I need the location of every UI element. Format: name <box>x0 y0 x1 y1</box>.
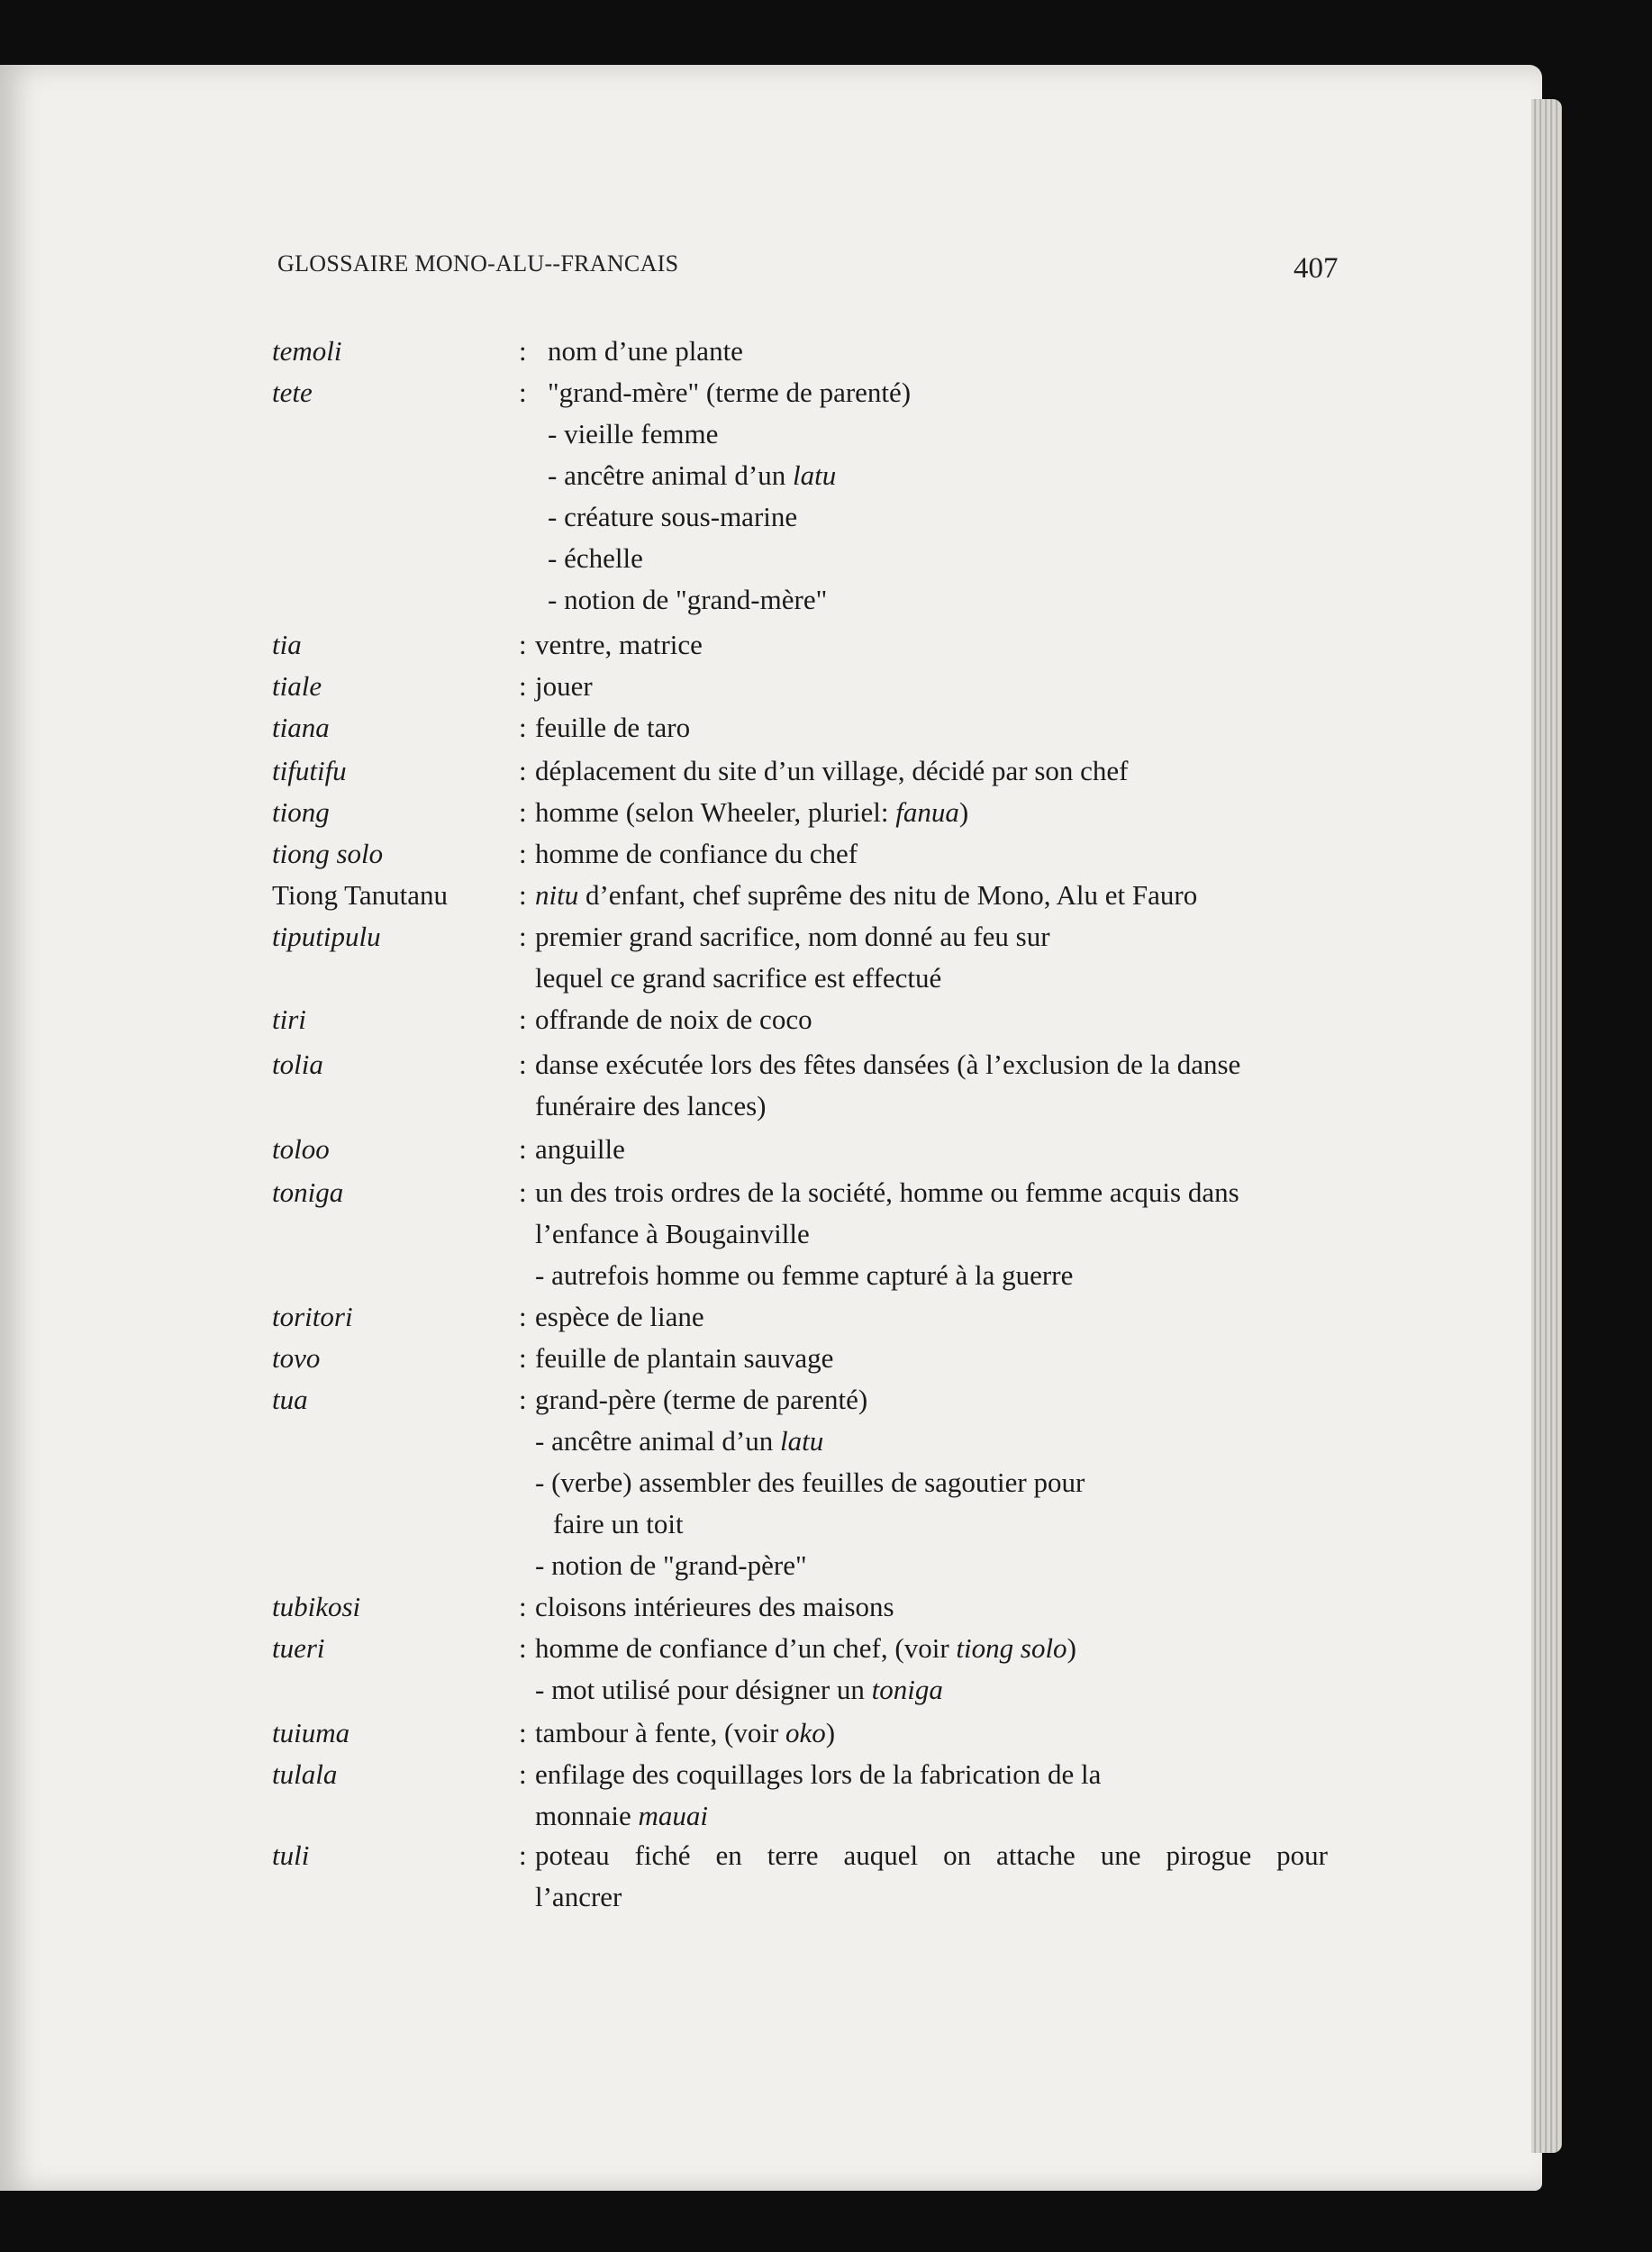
glossary-entry <box>0 1591 1542 1627</box>
term-reference: fanua <box>895 796 959 828</box>
entry-term: tiong <box>272 796 330 828</box>
glossary-entry <box>0 335 1542 371</box>
entry-definition: jouer <box>535 670 593 702</box>
entry-term: tueri <box>272 1632 325 1664</box>
entry-term: tiale <box>272 670 322 702</box>
entry-term: tulala <box>272 1758 338 1790</box>
glossary-entry <box>0 1176 1542 1212</box>
entry-line <box>0 1674 1542 1710</box>
entry-definition: faire un toit <box>553 1508 684 1539</box>
entry-definition: ventre, matrice <box>535 629 703 660</box>
entry-colon: : <box>519 1758 527 1790</box>
glossary-entry <box>0 879 1542 915</box>
glossary-entry <box>0 838 1542 874</box>
entry-definition: enfilage des coquillages lors de la fabrication de la <box>535 1758 1102 1790</box>
entry-definition: funéraire des lances) <box>535 1090 767 1121</box>
entry-definition: premier grand sacrifice, nom donné au feu sur <box>535 921 1050 952</box>
glossary-entry <box>0 1049 1542 1085</box>
term-reference: mauai <box>638 1800 708 1831</box>
entry-colon: : <box>519 1839 527 1871</box>
entry-colon: : <box>519 377 527 408</box>
entry-colon: : <box>519 1301 527 1332</box>
term-reference: latu <box>779 1425 824 1457</box>
entry-term: tolia <box>272 1049 323 1080</box>
glossary-entry <box>0 712 1542 748</box>
entry-colon: : <box>519 712 527 743</box>
entry-definition: danse exécutée lors des fêtes dansées (à l’exclusion de la danse <box>535 1049 1241 1080</box>
entry-term: tifutifu <box>272 755 347 786</box>
entry-line <box>0 1090 1542 1126</box>
entry-definition: anguille <box>535 1133 625 1165</box>
entry-line <box>0 584 1542 620</box>
glossary-entry <box>0 629 1542 665</box>
glossary-entry <box>0 921 1542 957</box>
entry-definition: - ancêtre animal d’un latu <box>535 1425 824 1457</box>
entry-term: tete <box>272 377 313 408</box>
entry-colon: : <box>519 838 527 869</box>
entry-definition: un des trois ordres de la société, homme ou femme acquis dans <box>535 1176 1239 1208</box>
entry-colon: : <box>519 1717 527 1748</box>
entry-definition: l’ancrer <box>535 1881 622 1912</box>
glossary-entry <box>0 1133 1542 1169</box>
entry-line <box>0 542 1542 578</box>
glossary-entry <box>0 1839 1542 1875</box>
entry-line <box>0 1800 1542 1836</box>
entry-term: tia <box>272 629 302 660</box>
entry-colon: : <box>519 1342 527 1374</box>
entry-definition: tambour à fente, (voir oko) <box>535 1717 836 1748</box>
entry-line <box>0 418 1542 454</box>
entry-line <box>0 1881 1542 1917</box>
glossary-entry <box>0 1717 1542 1753</box>
entry-definition: lequel ce grand sacrifice est effectué <box>535 962 942 994</box>
entry-definition: espèce de liane <box>535 1301 704 1332</box>
entry-definition: - créature sous-marine <box>548 501 798 532</box>
entry-definition: feuille de taro <box>535 712 691 743</box>
entry-definition: nom d’une plante <box>548 335 743 367</box>
entry-term: tubikosi <box>272 1591 361 1622</box>
entry-line <box>0 1259 1542 1295</box>
glossary-entry <box>0 1003 1542 1040</box>
entry-colon: : <box>519 670 527 702</box>
entry-definition: cloisons intérieures des maisons <box>535 1591 894 1622</box>
entry-colon: : <box>519 629 527 660</box>
entry-definition: - vieille femme <box>548 418 719 449</box>
entry-term: toloo <box>272 1133 330 1165</box>
entry-definition: offrande de noix de coco <box>535 1003 812 1035</box>
running-head: GLOSSAIRE MONO-ALU--FRANCAIS <box>277 250 679 277</box>
term-reference: oko <box>785 1717 826 1748</box>
entry-definition: - mot utilisé pour désigner un toniga <box>535 1674 943 1705</box>
term-reference: nitu <box>535 879 579 911</box>
page-number: 407 <box>1293 252 1339 285</box>
glossary-entry <box>0 1384 1542 1420</box>
entry-term: tuiuma <box>272 1717 350 1748</box>
glossary-entry <box>0 1758 1542 1794</box>
term-reference: tiong solo <box>956 1632 1067 1664</box>
entry-definition: - notion de "grand-père" <box>535 1549 807 1581</box>
entry-line <box>0 1508 1542 1544</box>
entry-term: tua <box>272 1384 308 1415</box>
entry-definition: homme de confiance du chef <box>535 838 858 869</box>
entry-line <box>0 1218 1542 1254</box>
term-reference: toniga <box>871 1674 943 1705</box>
entry-colon: : <box>519 796 527 828</box>
entry-line <box>0 1467 1542 1503</box>
entry-term: tiong solo <box>272 838 384 869</box>
entry-definition: - autrefois homme ou femme capturé à la guerre <box>535 1259 1074 1291</box>
entry-definition: "grand-mère" (terme de parenté) <box>548 377 912 408</box>
entry-definition: - ancêtre animal d’un latu <box>548 459 837 491</box>
entry-definition: homme (selon Wheeler, pluriel: fanua) <box>535 796 969 828</box>
entry-line <box>0 501 1542 537</box>
entry-definition: feuille de plantain sauvage <box>535 1342 834 1374</box>
entry-colon: : <box>519 879 527 911</box>
entry-term: tuli <box>272 1839 310 1871</box>
entry-colon: : <box>519 755 527 786</box>
entry-definition: - notion de "grand-mère" <box>548 584 828 615</box>
entry-line <box>0 1425 1542 1461</box>
entry-term: tiri <box>272 1003 306 1035</box>
entry-definition: - échelle <box>548 542 643 574</box>
glossary-entry <box>0 1632 1542 1668</box>
entry-definition: poteau fiché en terre auquel on attache une pirogue pour <box>535 1839 1328 1871</box>
entry-term: toritori <box>272 1301 353 1332</box>
entry-colon: : <box>519 1591 527 1622</box>
entry-definition: déplacement du site d’un village, décidé par son chef <box>535 755 1129 786</box>
entry-term: tovo <box>272 1342 321 1374</box>
entry-definition: homme de confiance d’un chef, (voir tiong solo) <box>535 1632 1076 1664</box>
entry-definition: l’enfance à Bougainville <box>535 1218 810 1249</box>
entry-term: Tiong Tanutanu <box>272 879 449 911</box>
entry-line <box>0 962 1542 998</box>
entry-term: toniga <box>272 1176 344 1208</box>
entry-colon: : <box>519 1632 527 1664</box>
entry-definition: nitu d’enfant, chef suprême des nitu de Mono, Alu et Fauro <box>535 879 1198 911</box>
entry-definition: - (verbe) assembler des feuilles de sagoutier pour <box>535 1467 1085 1498</box>
entry-colon: : <box>519 1384 527 1415</box>
glossary-entry <box>0 670 1542 706</box>
entry-colon: : <box>519 921 527 952</box>
entry-line <box>0 1549 1542 1585</box>
glossary-entry <box>0 796 1542 832</box>
term-reference: latu <box>792 459 837 491</box>
entry-term: tiputipulu <box>272 921 381 952</box>
entry-definition: monnaie mauai <box>535 1800 708 1831</box>
entry-line <box>0 459 1542 495</box>
entry-colon: : <box>519 1003 527 1035</box>
entry-colon: : <box>519 1133 527 1165</box>
entry-colon: : <box>519 1049 527 1080</box>
glossary-entry <box>0 755 1542 791</box>
glossary-entry <box>0 1342 1542 1378</box>
entry-colon: : <box>519 1176 527 1208</box>
glossary-entry <box>0 377 1542 413</box>
entry-term: tiana <box>272 712 330 743</box>
entry-definition: grand-père (terme de parenté) <box>535 1384 868 1415</box>
entry-colon: : <box>519 335 527 367</box>
entry-term: temoli <box>272 335 342 367</box>
glossary-entry <box>0 1301 1542 1337</box>
